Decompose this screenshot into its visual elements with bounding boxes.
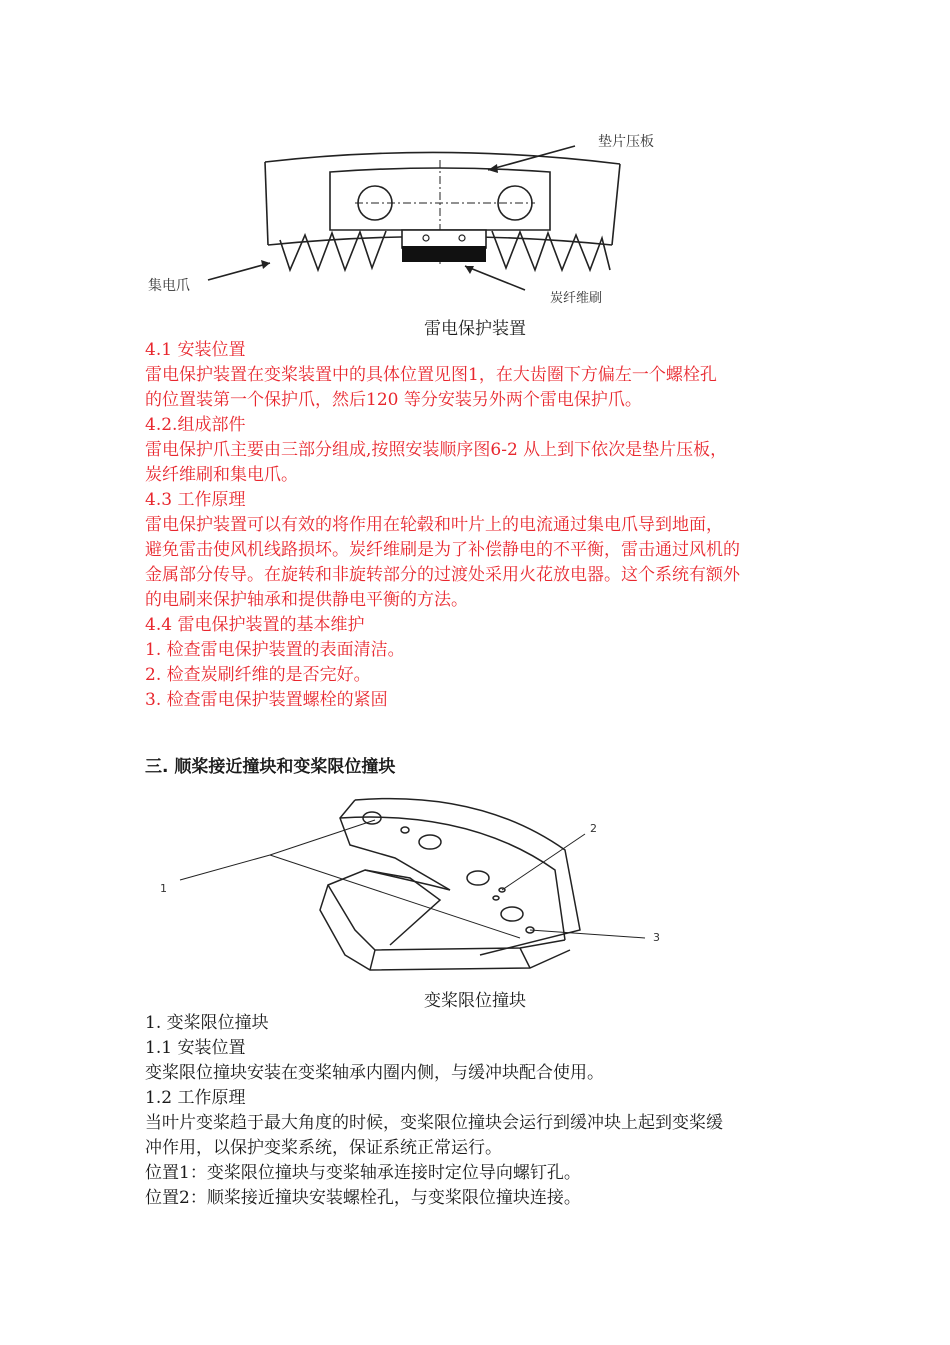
heading-4-3: 4.3 工作原理 bbox=[145, 490, 246, 510]
label-position-3: 3 bbox=[653, 931, 660, 944]
paragraph-line: 炭纤维刷和集电爪。 bbox=[145, 465, 298, 485]
figure2-caption: 变桨限位撞块 bbox=[424, 991, 526, 1011]
heading-4-4: 4.4 雷电保护装置的基本维护 bbox=[145, 615, 365, 635]
label-position-2: 2 bbox=[590, 822, 597, 835]
paragraph-line: 位置1：变桨限位撞块与变桨轴承连接时定位导向螺钉孔。 bbox=[145, 1163, 581, 1183]
red-section bbox=[145, 338, 825, 713]
heading-4-1: 4.1 安装位置 bbox=[145, 340, 246, 360]
paragraph-line: 当叶片变桨趋于最大角度的时候，变桨限位撞块会运行到缓冲块上起到变桨缓 bbox=[145, 1113, 723, 1133]
heading-1: 1. 变桨限位撞块 bbox=[145, 1013, 269, 1033]
paragraph-line: 位置2：顺桨接近撞块安装螺栓孔，与变桨限位撞块连接。 bbox=[145, 1188, 581, 1208]
paragraph-line: 雷电保护装置可以有效的将作用在轮毂和叶片上的电流通过集电爪导到地面， bbox=[145, 515, 723, 535]
black-section bbox=[145, 1011, 825, 1211]
list-item: 3. 检查雷电保护装置螺栓的紧固 bbox=[145, 690, 388, 710]
list-item: 2. 检查炭刷纤维的是否完好。 bbox=[145, 665, 371, 685]
label-gasket-plate: 垫片压板 bbox=[598, 134, 654, 150]
list-item: 1. 检查雷电保护装置的表面清洁。 bbox=[145, 640, 405, 660]
label-collector-claw: 集电爪 bbox=[148, 278, 190, 294]
lightning-protection-diagram bbox=[140, 120, 680, 320]
paragraph-line: 变桨限位撞块安装在变桨轴承内圈内侧，与缓冲块配合使用。 bbox=[145, 1063, 604, 1083]
figure1-caption: 雷电保护装置 bbox=[424, 319, 526, 339]
label-position-1: 1 bbox=[160, 882, 167, 895]
paragraph-line: 避免雷击使风机线路损坏。炭纤维刷是为了补偿静电的不平衡，雷击通过风机的 bbox=[145, 540, 740, 560]
paragraph-line: 雷电保护爪主要由三部分组成,按照安装顺序图6-2 从上到下依次是垫片压板， bbox=[145, 440, 728, 460]
heading-1-2: 1.2 工作原理 bbox=[145, 1088, 246, 1108]
paragraph-line: 冲作用，以保护变桨系统，保证系统正常运行。 bbox=[145, 1138, 502, 1158]
label-carbon-brush: 炭纤维刷 bbox=[550, 291, 603, 306]
paragraph-line: 金属部分传导。在旋转和非旋转部分的过渡处采用火花放电器。这个系统有额外 bbox=[145, 565, 740, 585]
section-3-heading: 三. 顺桨接近撞块和变桨限位撞块 bbox=[145, 757, 396, 777]
paragraph-line: 的位置装第一个保护爪，然后120 等分安装另外两个雷电保护爪。 bbox=[145, 390, 642, 410]
heading-1-1: 1.1 安装位置 bbox=[145, 1038, 246, 1058]
heading-4-2: 4.2.组成部件 bbox=[145, 415, 246, 435]
paragraph-line: 雷电保护装置在变桨装置中的具体位置见图1，在大齿圈下方偏左一个螺栓孔 bbox=[145, 365, 717, 385]
pitch-limit-stopper-diagram bbox=[150, 790, 670, 990]
paragraph-line: 的电刷来保护轴承和提供静电平衡的方法。 bbox=[145, 590, 468, 610]
